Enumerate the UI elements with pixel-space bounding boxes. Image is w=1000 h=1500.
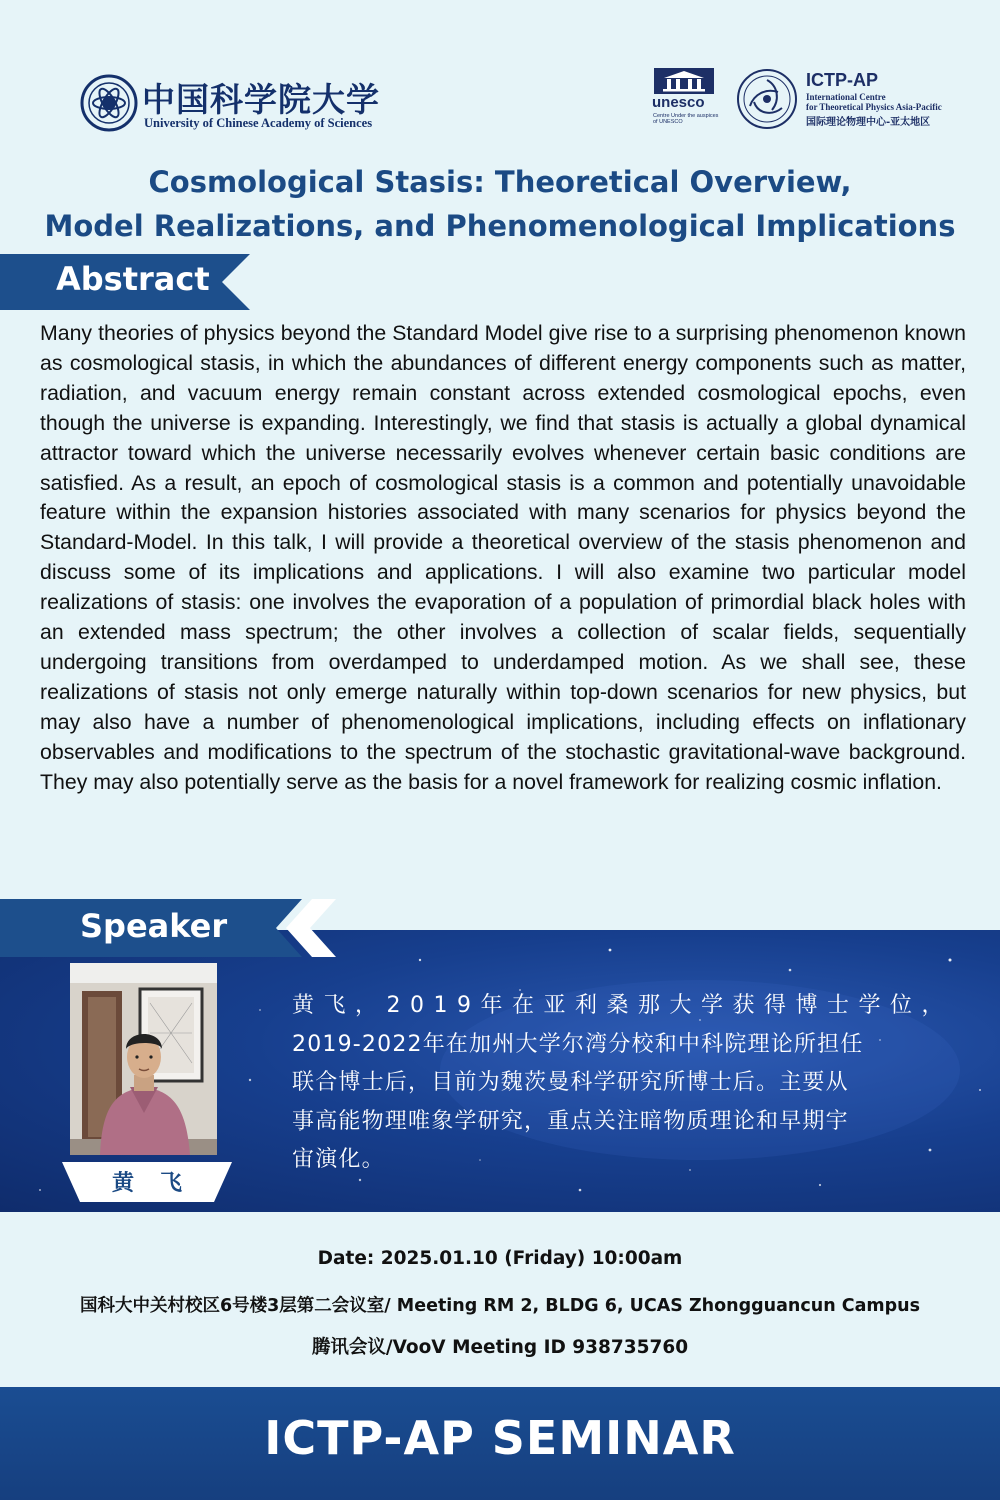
- ictp-name-en-line2: for Theoretical Physics Asia-Pacific: [806, 102, 942, 112]
- ictp-name: ICTP-AP: [806, 70, 878, 90]
- unesco-temple-icon: [654, 68, 714, 94]
- talk-title-line1: Cosmological Stasis: Theoretical Overview,: [148, 165, 852, 199]
- seminar-venue: 国科大中关村校区6号楼3层第二会议室/ Meeting RM 2, BLDG 6, UCAS Zhongguancun Campus: [79, 1296, 921, 1316]
- speaker-bio-line: 黄飞，2019年在亚利桑那大学获得博士学位，: [292, 993, 953, 1018]
- ictp-seal-icon: [736, 68, 798, 130]
- ictp-name-en: [806, 92, 942, 112]
- footer-title: ICTP-AP SEMINAR: [264, 1411, 736, 1465]
- unesco-name: unesco: [652, 94, 705, 111]
- ictp-name-en-line1: International Centre: [806, 92, 886, 102]
- talk-title: [0, 160, 1000, 248]
- speaker-bio-line: 宙演化。: [292, 1147, 385, 1172]
- ictp-name-cn: 国际理论物理中心-亚太地区: [806, 117, 931, 128]
- seminar-date: Date: 2025.01.10 (Friday) 10:00am: [317, 1248, 683, 1269]
- unesco-logo: [650, 68, 720, 130]
- speaker-bio-line: 2019-2022年在加州大学尔湾分校和中科院理论所担任: [292, 1031, 864, 1057]
- speaker-bio-line: 联合博士后，目前为魏茨曼科学研究所博士后。主要从: [292, 1070, 849, 1095]
- ucas-name-en: University of Chinese Academy of Sciences: [144, 116, 373, 130]
- unesco-subtitle: Centre Under the auspices of UNESCO: [653, 113, 719, 125]
- ucas-seal-icon: [80, 74, 138, 132]
- speaker-portrait-image: [70, 963, 217, 1155]
- ucas-name-cn: 中国科学院大学: [142, 80, 380, 119]
- abstract-heading: Abstract: [56, 260, 210, 298]
- speaker-heading: Speaker: [80, 907, 228, 945]
- speaker-bio-line: 事高能物理唯象学研究，重点关注暗物质理论和早期宇: [292, 1108, 849, 1134]
- speaker-banner: [0, 899, 340, 957]
- speaker-name-tag: [62, 1162, 232, 1202]
- speaker-photo: [70, 963, 217, 1155]
- speaker-name: 黄飞: [111, 1171, 208, 1196]
- footer-bar: [0, 1387, 1000, 1500]
- seminar-meeting-id: 腾讯会议/VooV Meeting ID 938735760: [311, 1337, 689, 1358]
- abstract-text: Many theories of physics beyond the Standard Model give rise to a surprising phenomenon known as cosmological stasis, in which the abundances of different energy components such as matter, radiation, and vacuum energy remain constant across extended cosmological epochs, even though the universe is expanding. Interestingly, we find that stasis is actually a global dynamical attractor toward which the universe necessarily evolves whenever certain basic conditions are satisfied. As a result, an epoch of cosmological stasis is a common and potentially unavoidable feature within the expansion histories associated with many scenarios for physics beyond the Standard-Model. In this talk, I will provide a theoretical overview of the stasis phenomenon and discuss some of its implications and applications. I will also examine two particular model realizations of stasis: one involves the evaporation of a population of primordial black holes with an extended mass spectrum; the other involves a collection of scalar fields, sequentially undergoing transitions from overdamped to underdamped motion. As we shall see, these realizations of stasis not only emerge naturally within top-down scenarios for new physics, but may also have a number of phenomenological implications, including effects on inflationary observables and modifications to the spectrum of the stochastic gravitational-wave background. They may also potentially serve as the basis for a novel framework for realizing cosmic inflation.: [40, 321, 966, 794]
- talk-title-line2: Model Realizations, and Phenomenological Implications: [44, 209, 956, 243]
- speaker-bio: [292, 987, 952, 1180]
- ucas-logo: [80, 72, 380, 134]
- abstract-banner: [0, 254, 260, 310]
- ictp-ap-logo: [736, 66, 976, 136]
